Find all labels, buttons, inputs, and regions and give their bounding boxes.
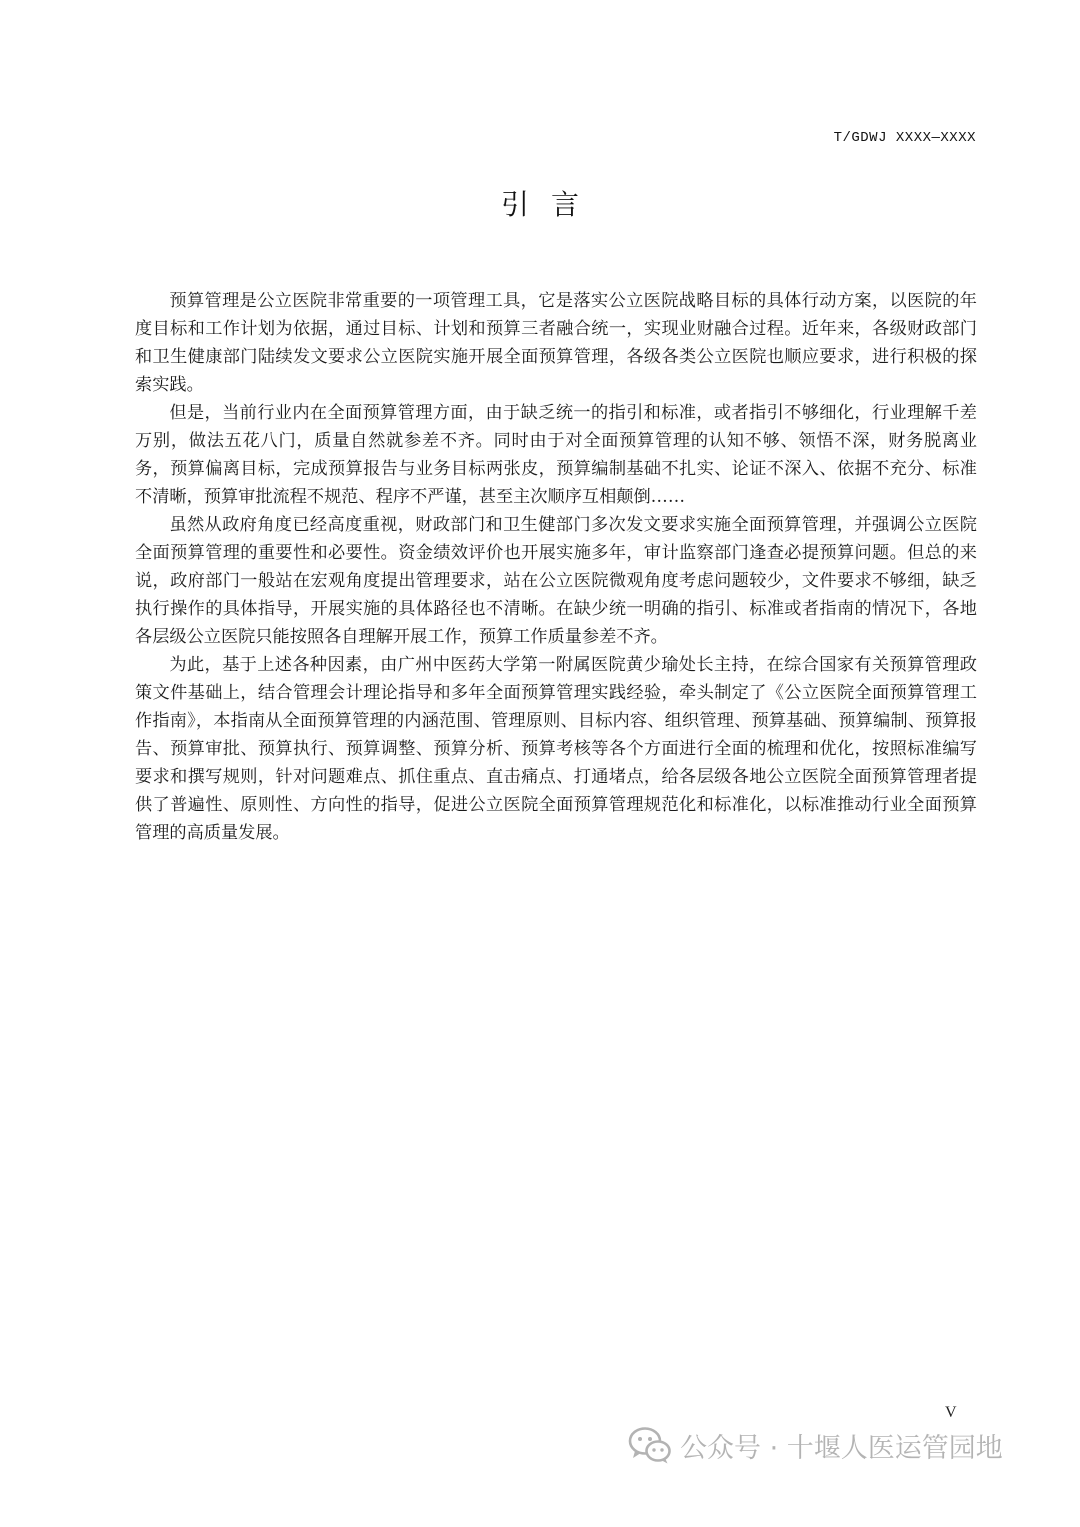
paragraph: 但是，当前行业内在全面预算管理方面，由于缺乏统一的指引和标准，或者指引不够细化，行业理解千差万别，做法五花八门，质量自然就参差不齐。同时由于对全面预算管理的认知不够、领悟不深，财务脱离业务，预算偏离目标，完成预算报告与业务目标两张皮，预算编制基础不扎实、论证不深入、依据不充分、标准不清晰，预算审批流程不规范、程序不严谨，甚至主次顺序互相颠倒……	[135, 403, 977, 507]
paragraph: 预算管理是公立医院非常重要的一项管理工具，它是落实公立医院战略目标的具体行动方案，以医院的年度目标和工作计划为依据，通过目标、计划和预算三者融合统一，实现业财融合过程。近年来，各级财政部门和卫生健康部门陆续发文要求公立医院实施开展全面预算管理，各级各类公立医院也顺应要求，进行积极的探索实践。	[135, 291, 977, 395]
body-text	[135, 287, 977, 847]
paragraph: 为此，基于上述各种因素，由广州中医药大学第一附属医院黄少瑜处长主持，在综合国家有关预算管理政策文件基础上，结合管理会计理论指导和多年全面预算管理实践经验，牵头制定了《公立医院全面预算管理工作指南》，本指南从全面预算管理的内涵范围、管理原则、目标内容、组织管理、预算基础、预算编制、预算报告、预算审批、预算执行、预算调整、预算分析、预算考核等各个方面进行全面的梳理和优化，按照标准编写要求和撰写规则，针对问题难点、抓住重点、直击痛点、打通堵点，给各层级各地公立医院全面预算管理者提供了普遍性、原则性、方向性的指导，促进公立医院全面预算管理规范化和标准化，以标准推动行业全面预算管理的高质量发展。	[135, 655, 977, 843]
wechat-icon	[628, 1425, 672, 1465]
page-title: 引言	[500, 188, 601, 221]
page-number: V	[945, 1404, 957, 1421]
document-code: T/GDWJ XXXX—XXXX	[833, 130, 976, 146]
watermark	[628, 1425, 1003, 1465]
watermark-text: 公众号 · 十堰人医运管园地	[680, 1432, 1003, 1464]
paragraph: 虽然从政府角度已经高度重视，财政部门和卫生健部门多次发文要求实施全面预算管理，并强调公立医院全面预算管理的重要性和必要性。资金绩效评价也开展实施多年，审计监察部门逢查必提预算问题。但总的来说，政府部门一般站在宏观角度提出管理要求，站在公立医院微观角度考虑问题较少，文件要求不够细，缺乏执行操作的具体指导，开展实施的具体路径也不清晰。在缺少统一明确的指引、标准或者指南的情况下，各地各层级公立医院只能按照各自理解开展工作，预算工作质量参差不齐。	[135, 515, 977, 647]
